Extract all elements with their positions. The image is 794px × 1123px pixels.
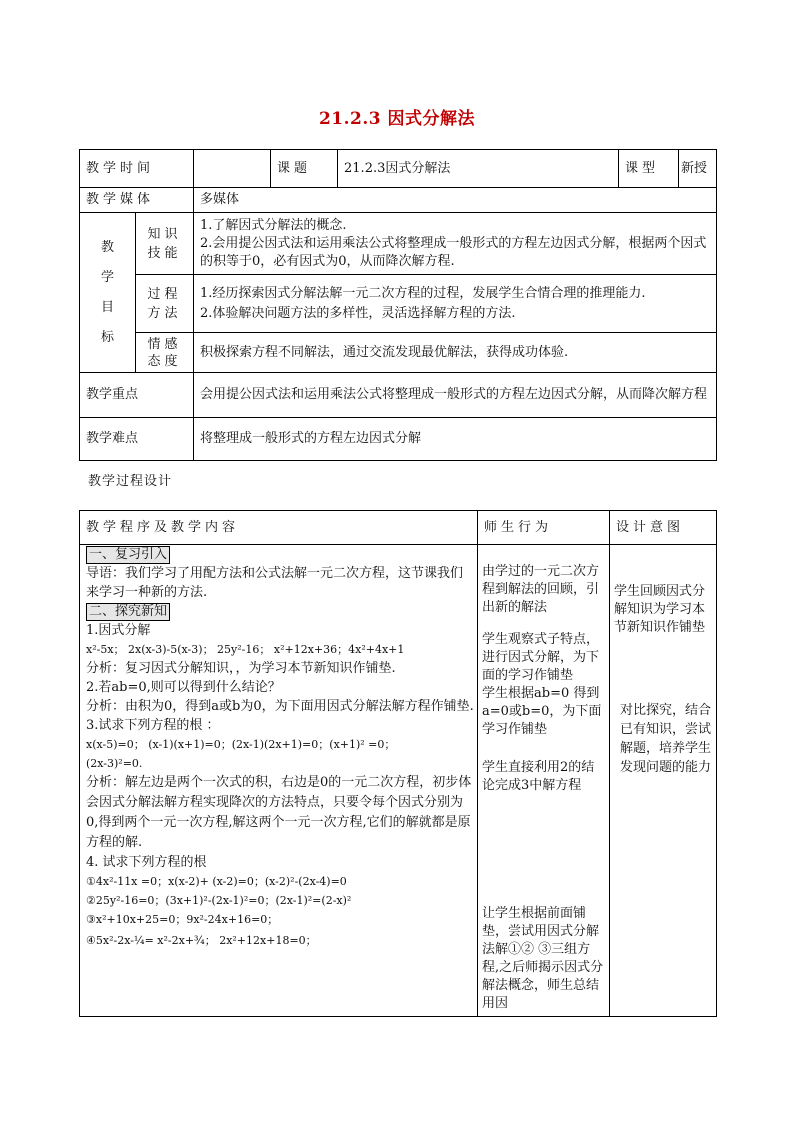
page-title: 21.2.3 因式分解法 [318, 109, 476, 129]
item1-math: x²-5x； 2x(x-3)-5(x-3)； 25y²-16； x²+12x+36；4x²+4x+1 [86, 643, 405, 656]
process-caption: 教学过程设计 [88, 474, 173, 489]
item4-title: 4. 试求下列方程的根 [86, 855, 207, 870]
action-item: 学生根据ab=0 得到a=0或b=0，为下面学习作铺垫 [482, 686, 602, 737]
process-table [79, 510, 717, 1017]
goals-label [80, 213, 136, 373]
goal-knowledge-label: 知识技能 [136, 213, 194, 275]
goal-process-label: 过程方法 [136, 275, 194, 333]
item2-title: 2.若ab=0,则可以得到什么结论？ [86, 680, 281, 695]
goal-process-content [194, 275, 717, 333]
goal-knowledge-content [194, 213, 717, 275]
time-value [194, 150, 271, 188]
media-label: 教学媒体 [80, 188, 194, 213]
item1-analysis: 分析：复习因式分解知识，，为学习本节新知识作铺垫. [86, 661, 396, 676]
time-label: 教学时间 [80, 150, 194, 188]
intent-item: 学生回顾因式分解知识为学习本节新知识作铺垫 [614, 584, 706, 635]
intent-item: 对比探究，结合已有知识，尝试解题，培养学生发现问题的能力 [620, 703, 712, 775]
key-label: 教学重点 [80, 373, 194, 418]
item3-title: 3.试求下列方程的根 ： [86, 718, 220, 733]
goal-knowledge-line: 1.了解因式分解法的概念. [200, 217, 347, 233]
col3-header: 设计意图 [610, 511, 717, 545]
goal-emotion-label: 情感态度 [136, 333, 194, 373]
section-explore: 二、探究新知 [86, 603, 170, 621]
type-label: 课型 [619, 150, 679, 188]
media-value: 多媒体 [194, 188, 717, 213]
difficulty-value: 将整理成一般形式的方程左边因式分解 [194, 418, 717, 461]
topic-value: 21.2.3因式分解法 [338, 150, 619, 188]
intro-text: 导语：我们学习了用配方法和公式法解一元二次方程，这节课我们来学习一种新的方法. [86, 566, 464, 600]
item4-math-2: ②25y²-16=0；(3x+1)²-(2x-1)²=0；(2x-1)²=(2-x)² [86, 894, 352, 907]
action-item: 让学生根据前面铺垫，尝试用因式分解法解①② ③三组方程,之后师揭示因式分解法概念，师生总结用因 [482, 906, 604, 1011]
action-item: 由学过的一元二次方程到解法的回顾，引出新的解法 [482, 564, 600, 615]
goals-label-text: 教学目标 [100, 239, 114, 345]
col2-header: 师生行为 [478, 511, 610, 545]
difficulty-label: 教学难点 [80, 418, 194, 461]
key-value: 会用提公因式法和运用乘法公式将整理成一般形式的方程左边因式分解，从而降次解方程 [194, 373, 717, 418]
item3-math-1: x(x-5)=0； (x-1)(x+1)=0；(2x-1)(2x+1)=0；(x+1)² =0； [86, 738, 396, 751]
action-item: 学生直接利用2的结论完成3中解方程 [482, 760, 595, 793]
item3-math-2: (2x-3)²=0. [86, 757, 143, 770]
goal-process-line: 2.体验解决问题方法的多样性，灵活选择解方程的方法. [200, 305, 516, 321]
design-intent [610, 545, 717, 1017]
section-review: 一、复习引入 [86, 546, 170, 564]
item4-math-3: ③x²+10x+25=0；9x²-24x+16=0； [86, 913, 279, 926]
goal-process-line: 1.经历探索因式分解法解一元二次方程的过程，发展学生合情合理的推理能力. [200, 285, 646, 301]
topic-label: 课题 [271, 150, 338, 188]
action-item: 学生观察式子特点，进行因式分解，为下面的学习作铺垫 [482, 632, 600, 683]
type-value: 新授 [679, 150, 717, 188]
teaching-content [80, 545, 478, 1017]
col1-header: 教学程序及教学内容 [80, 511, 478, 545]
item1-title: 1.因式分解 [86, 623, 151, 638]
lesson-info-table [79, 149, 717, 461]
goal-knowledge-line: 2.会用提公因式法和运用乘法公式将整理成一般形式的方程左边因式分解，根据两个因式的积等于0，必有因式为0，从而降次解方程. [200, 235, 707, 269]
item4-math-1: ①4x²-11x =0；x(x-2)+ (x-2)=0；(x-2)²-(2x-4)=0 [86, 875, 347, 888]
goal-emotion-content: 积极探索方程不同解法，通过交流发现最优解法，获得成功体验. [194, 333, 717, 373]
teacher-student-actions [478, 545, 610, 1017]
item2-analysis: 分析：由积为0，得到a或b为0，为下面用因式分解法解方程作铺垫. [86, 699, 474, 714]
item4-math-4: ④5x²-2x-¼= x²-2x+¾； 2x²+12x+18=0； [86, 934, 317, 947]
item3-analysis: 分析：解左边是两个一次式的积，右边是0的一元二次方程，初步体会因式分解法解方程实现降次的方法特点，只要令每个因式分别为0,得到两个一元一次方程,解这两个一元一次方程,它们的解就都是原方程的解. [86, 775, 472, 850]
